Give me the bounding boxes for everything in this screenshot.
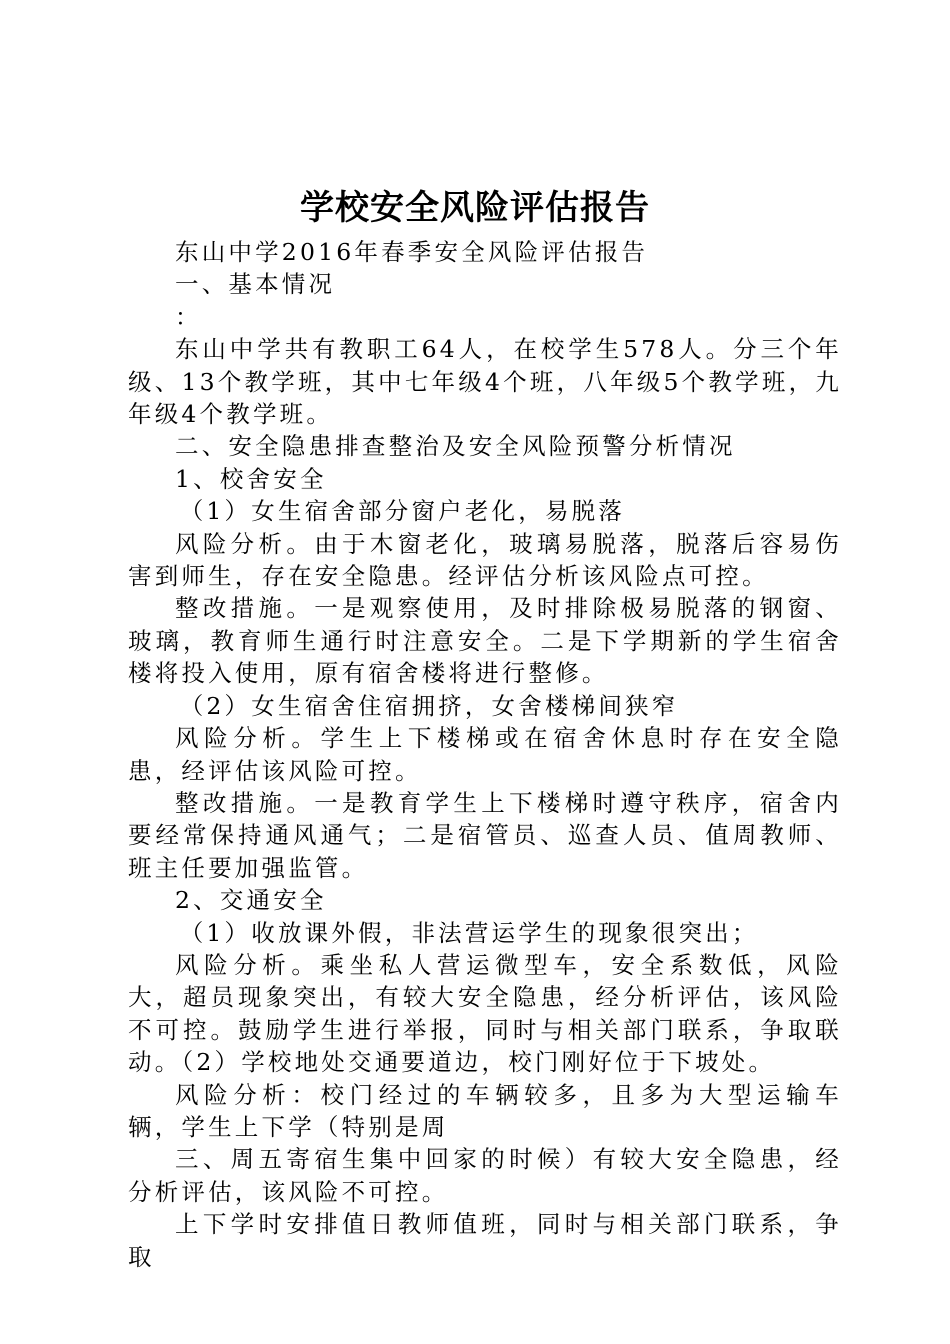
item-dorm-windows: （1）女生宿舍部分窗户老化，易脱落 (179, 497, 626, 526)
colon-line: ： (175, 302, 202, 331)
document-body (128, 236, 842, 1273)
report-heading: 东山中学2016年春季安全风险评估报告 (175, 238, 649, 266)
paragraph-staff-students: 东山中学共有教职工64人，在校学生578人。分三个年级、13个教学班，其中七年级4个班，八年级5个教学班，九年级4个教学班。 (128, 335, 842, 429)
section-basic-info: 一、基本情况 (175, 270, 336, 299)
paragraph-fix-windows: 整改措施。一是观察使用，及时排除极易脱落的钢窗、玻璃，教育师生通行时注意安全。二是下学期新的学生宿舍楼将投入使用，原有宿舍楼将进行整修。 (128, 594, 842, 688)
document-title: 学校安全风险评估报告 (300, 188, 650, 228)
paragraph-duty-teachers: 上下学时安排值日教师值班，同时与相关部门联系，争取 (128, 1210, 842, 1271)
paragraph-risk-windows: 风险分析。由于木窗老化，玻璃易脱落，脱落后容易伤害到师生，存在安全隐患。经评估分析该风险点可控。 (128, 529, 842, 591)
paragraph-risk-stairs: 风险分析。学生上下楼梯或在宿舍休息时存在安全隐患，经评估该风险可控。 (128, 724, 842, 785)
paragraph-risk-boarders: 三、周五寄宿生集中回家的时候）有较大安全隐患，经分析评估，该风险不可控。 (128, 1145, 842, 1206)
section-hazard-analysis: 二、安全隐患排查整治及安全风险预警分析情况 (175, 432, 736, 461)
subsection-traffic-safety: 2、交通安全 (175, 886, 327, 915)
item-illegal-transport: （1）收放课外假，非法营运学生的现象很突出； (179, 918, 759, 947)
paragraph-risk-vehicles: 风险分析。乘坐私人营运微型车，安全系数低，风险大，超员现象突出，有较大安全隐患，经分析评估，该风险不可控。鼓励学生进行举报，同时与相关部门联系，争取联动。（2）学校地处交通要道边，校门刚好位于下坡处。 (128, 950, 842, 1077)
paragraph-fix-stairs: 整改措施。一是教育学生上下楼梯时遵守秩序，宿舍内要经常保持通风通气；二是宿管员、巡查人员、值周教师、班主任要加强监管。 (128, 788, 842, 882)
item-dorm-crowding: （2）女生宿舍住宿拥挤，女舍楼梯间狭窄 (179, 691, 679, 720)
paragraph-risk-school-gate: 风险分析：校门经过的车辆较多，且多为大型运输车辆，学生上下学（特别是周 (128, 1080, 842, 1141)
subsection-building-safety: 1、校舍安全 (175, 464, 327, 493)
